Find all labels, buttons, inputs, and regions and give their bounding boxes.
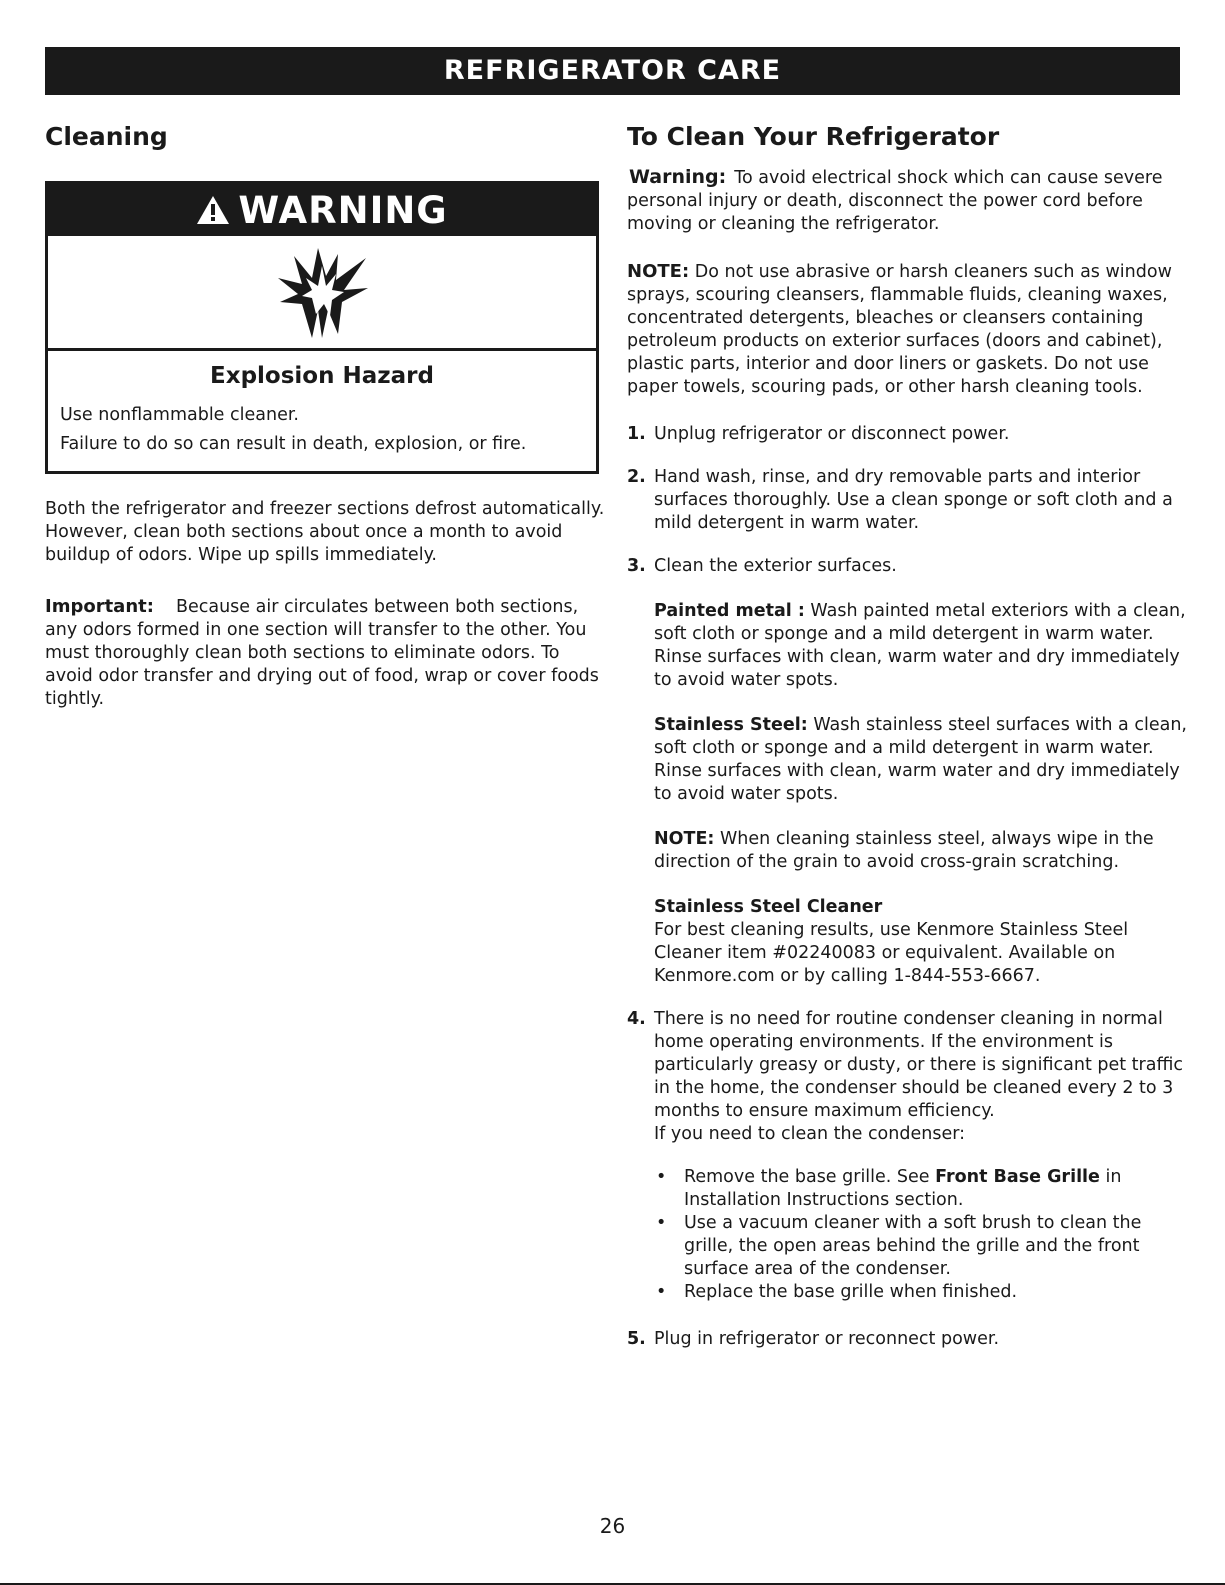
stainless-cleaner-block [654,896,1187,988]
step-text-continued: If you need to clean the condenser: [654,1124,965,1144]
stainless-steel-block [654,714,1187,806]
list-item: • Use a vacuum cleaner with a soft brush to clean the grille, the open areas behind the grille and the front surface area of the condenser. [656,1213,1142,1279]
warning-header [48,184,596,236]
cleaning-heading: Cleaning [45,122,168,151]
warning-line: Failure to do so can result in death, explosion, or fire. [60,434,527,454]
right-column [627,118,1187,1351]
condenser-bullets [654,1166,1187,1304]
step-2 [627,466,1187,535]
cleaner-note [627,260,1187,399]
step-text: Unplug refrigerator or disconnect power. [654,424,1010,444]
step-text: Hand wash, rinse, and dry removable parts and interior surfaces thoroughly. Use a clean sponge or soft cloth and a mild detergent in warm water. [654,467,1173,533]
important-paragraph [45,595,605,711]
warning-line: Use nonflammable cleaner. [60,405,299,425]
defrost-paragraph: Both the refrigerator and freezer sections defrost automatically. However, clean both sections about once a month to avoid buildup of odors. Wipe up spills immediately. [45,499,605,565]
list-item: • Remove the base grille. See Front Base Grille in Installation Instructions section. [656,1167,1122,1210]
important-text: Because air circulates between both sections, any odors formed in one section will transfer to the other. You must thoroughly clean both sections to eliminate odors. To avoid odor transfer and drying out of food, wrap or cover foods tightly. [45,597,599,709]
stainless-cleaner-heading: Stainless Steel Cleaner [654,897,883,917]
front-base-grille-ref: Front Base Grille [935,1167,1100,1187]
note-text: Do not use abrasive or harsh cleaners such as window sprays, scouring cleansers, flammable fluids, cleaning waxes, concentrated detergents, bleaches or cleansers containing petroleum products on exterior surfaces (doors and cabinet), plastic parts, interior and door liners or gaskets. Do not use paper towels, scouring pads, or other harsh cleaning tools. [627,262,1172,397]
electrical-warning [627,166,1187,236]
page-number: 26 [599,1514,626,1538]
step-text: There is no need for routine condenser cleaning in normal home operating environments. If the environment is particularly greasy or dusty, or there is significant pet traffic in the home, the condenser should be cleaned every 2 to 3 months to ensure maximum efficiency. [654,1009,1184,1121]
stainless-note-text: When cleaning stainless steel, always wipe in the direction of the grain to avoid cross-grain scratching. [654,829,1154,872]
stainless-cleaner-text: For best cleaning results, use Kenmore Stainless Steel Cleaner item #02240083 or equivalent. Available on Kenmore.com or by calling 1-844-553-6667. [654,920,1129,986]
note-label: NOTE: [627,261,690,282]
step-number: 3. [627,556,646,576]
warning-triangle-icon [196,195,230,225]
warning-box [45,181,599,474]
list-item: • Replace the base grille when finished. [656,1282,1018,1302]
step-1 [627,423,1187,446]
step-3 [627,555,1187,988]
hazard-title: Explosion Hazard [210,363,434,389]
painted-metal-text: Wash painted metal exteriors with a clean, soft cloth or sponge and a mild detergent in warm water. Rinse surfaces with clean, warm water and dry immediately to avoid water spots. [654,601,1186,690]
stainless-steel-label: Stainless Steel: [654,715,808,735]
step-text: Clean the exterior surfaces. [654,556,897,576]
step-number: 4. [627,1009,646,1029]
warning-label: Warning: [629,166,727,188]
section-banner: REFRIGERATOR CARE [45,47,1180,95]
explosion-icon [48,236,596,351]
warning-text: To avoid electrical shock which can cause severe personal injury or death, disconnect the power cord before moving or cleaning the refrigerator. [627,168,1163,234]
clean-refrigerator-heading: To Clean Your Refrigerator [627,122,1000,151]
step-4 [627,1008,1187,1304]
stainless-note-block [654,828,1187,874]
stainless-steel-text: Wash stainless steel surfaces with a clean, soft cloth or sponge and a mild detergent in warm water. Rinse surfaces with clean, warm water and dry immediately to avoid water spots. [654,715,1187,804]
painted-metal-label: Painted metal : [654,601,805,621]
step-text: Plug in refrigerator or reconnect power. [654,1329,1000,1349]
left-column [45,118,605,711]
step-5 [627,1328,1187,1351]
note-label: NOTE: [654,829,715,849]
step-number: 1. [627,424,646,444]
step-number: 5. [627,1329,646,1349]
painted-metal-block [654,600,1187,692]
important-label: Important: [45,596,154,617]
warning-title: WARNING [238,188,448,232]
step-number: 2. [627,467,646,487]
warning-body [48,351,596,471]
